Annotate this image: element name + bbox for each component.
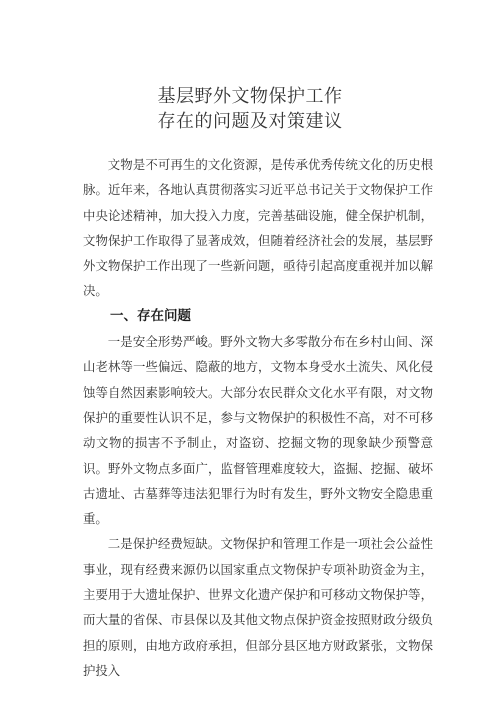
paragraph-safety: 一是安全形势严峻。野外文物大多零散分布在乡村山间、深山老林等一些偏远、隐蔽的地方，文物本身受水土流失、风化侵蚀等自然因素影响较大。大部分农民群众文化水平有限，对文物保护的重要性认识不足，参与文物保护的积极性不高，对不可移动文物的损害不予制止，对盗窃、挖掘文物的现象缺少预警意识。野外文物点多面广，监督管理难度较大，盗掘、挖掘、破坏古遗址、古墓葬等违法犯罪行为时有发生，野外文物安全隐患重重。 bbox=[83, 334, 433, 527]
intro-paragraph: 文物是不可再生的文化资源，是传承优秀传统文化的历史根脉。近年来，各地认真贯彻落实习近平总书记关于文物保护工作中央论述精神，加大投入力度，完善基础设施，健全保护机制，文物保护工作取得了显著成效，但随着经济社会的发展，基层野外文物保护工作出现了一些新问题，亟待引起高度重视并加以解决。 bbox=[83, 157, 433, 299]
paragraph-funding: 二是保护经费短缺。文物保护和管理工作是一项社会公益性事业，现有经费来源仍以国家重点文物保护专项补助资金为主，主要用于大遗址保护、世界文化遗产保护和可移动文物保护等，而大量的省保、市县保以及其他文物点保护资金按照财政分级负担的原则，由地方政府承担，但部分县区地方财政紧张，文物保护投入 bbox=[83, 536, 433, 678]
document-title-line-2: 存在的问题及对策建议 bbox=[157, 111, 343, 132]
section-heading: 一、存在问题 bbox=[110, 307, 191, 324]
document-body bbox=[83, 152, 433, 683]
document-title-line-1: 基层野外文物保护工作 bbox=[157, 86, 343, 107]
